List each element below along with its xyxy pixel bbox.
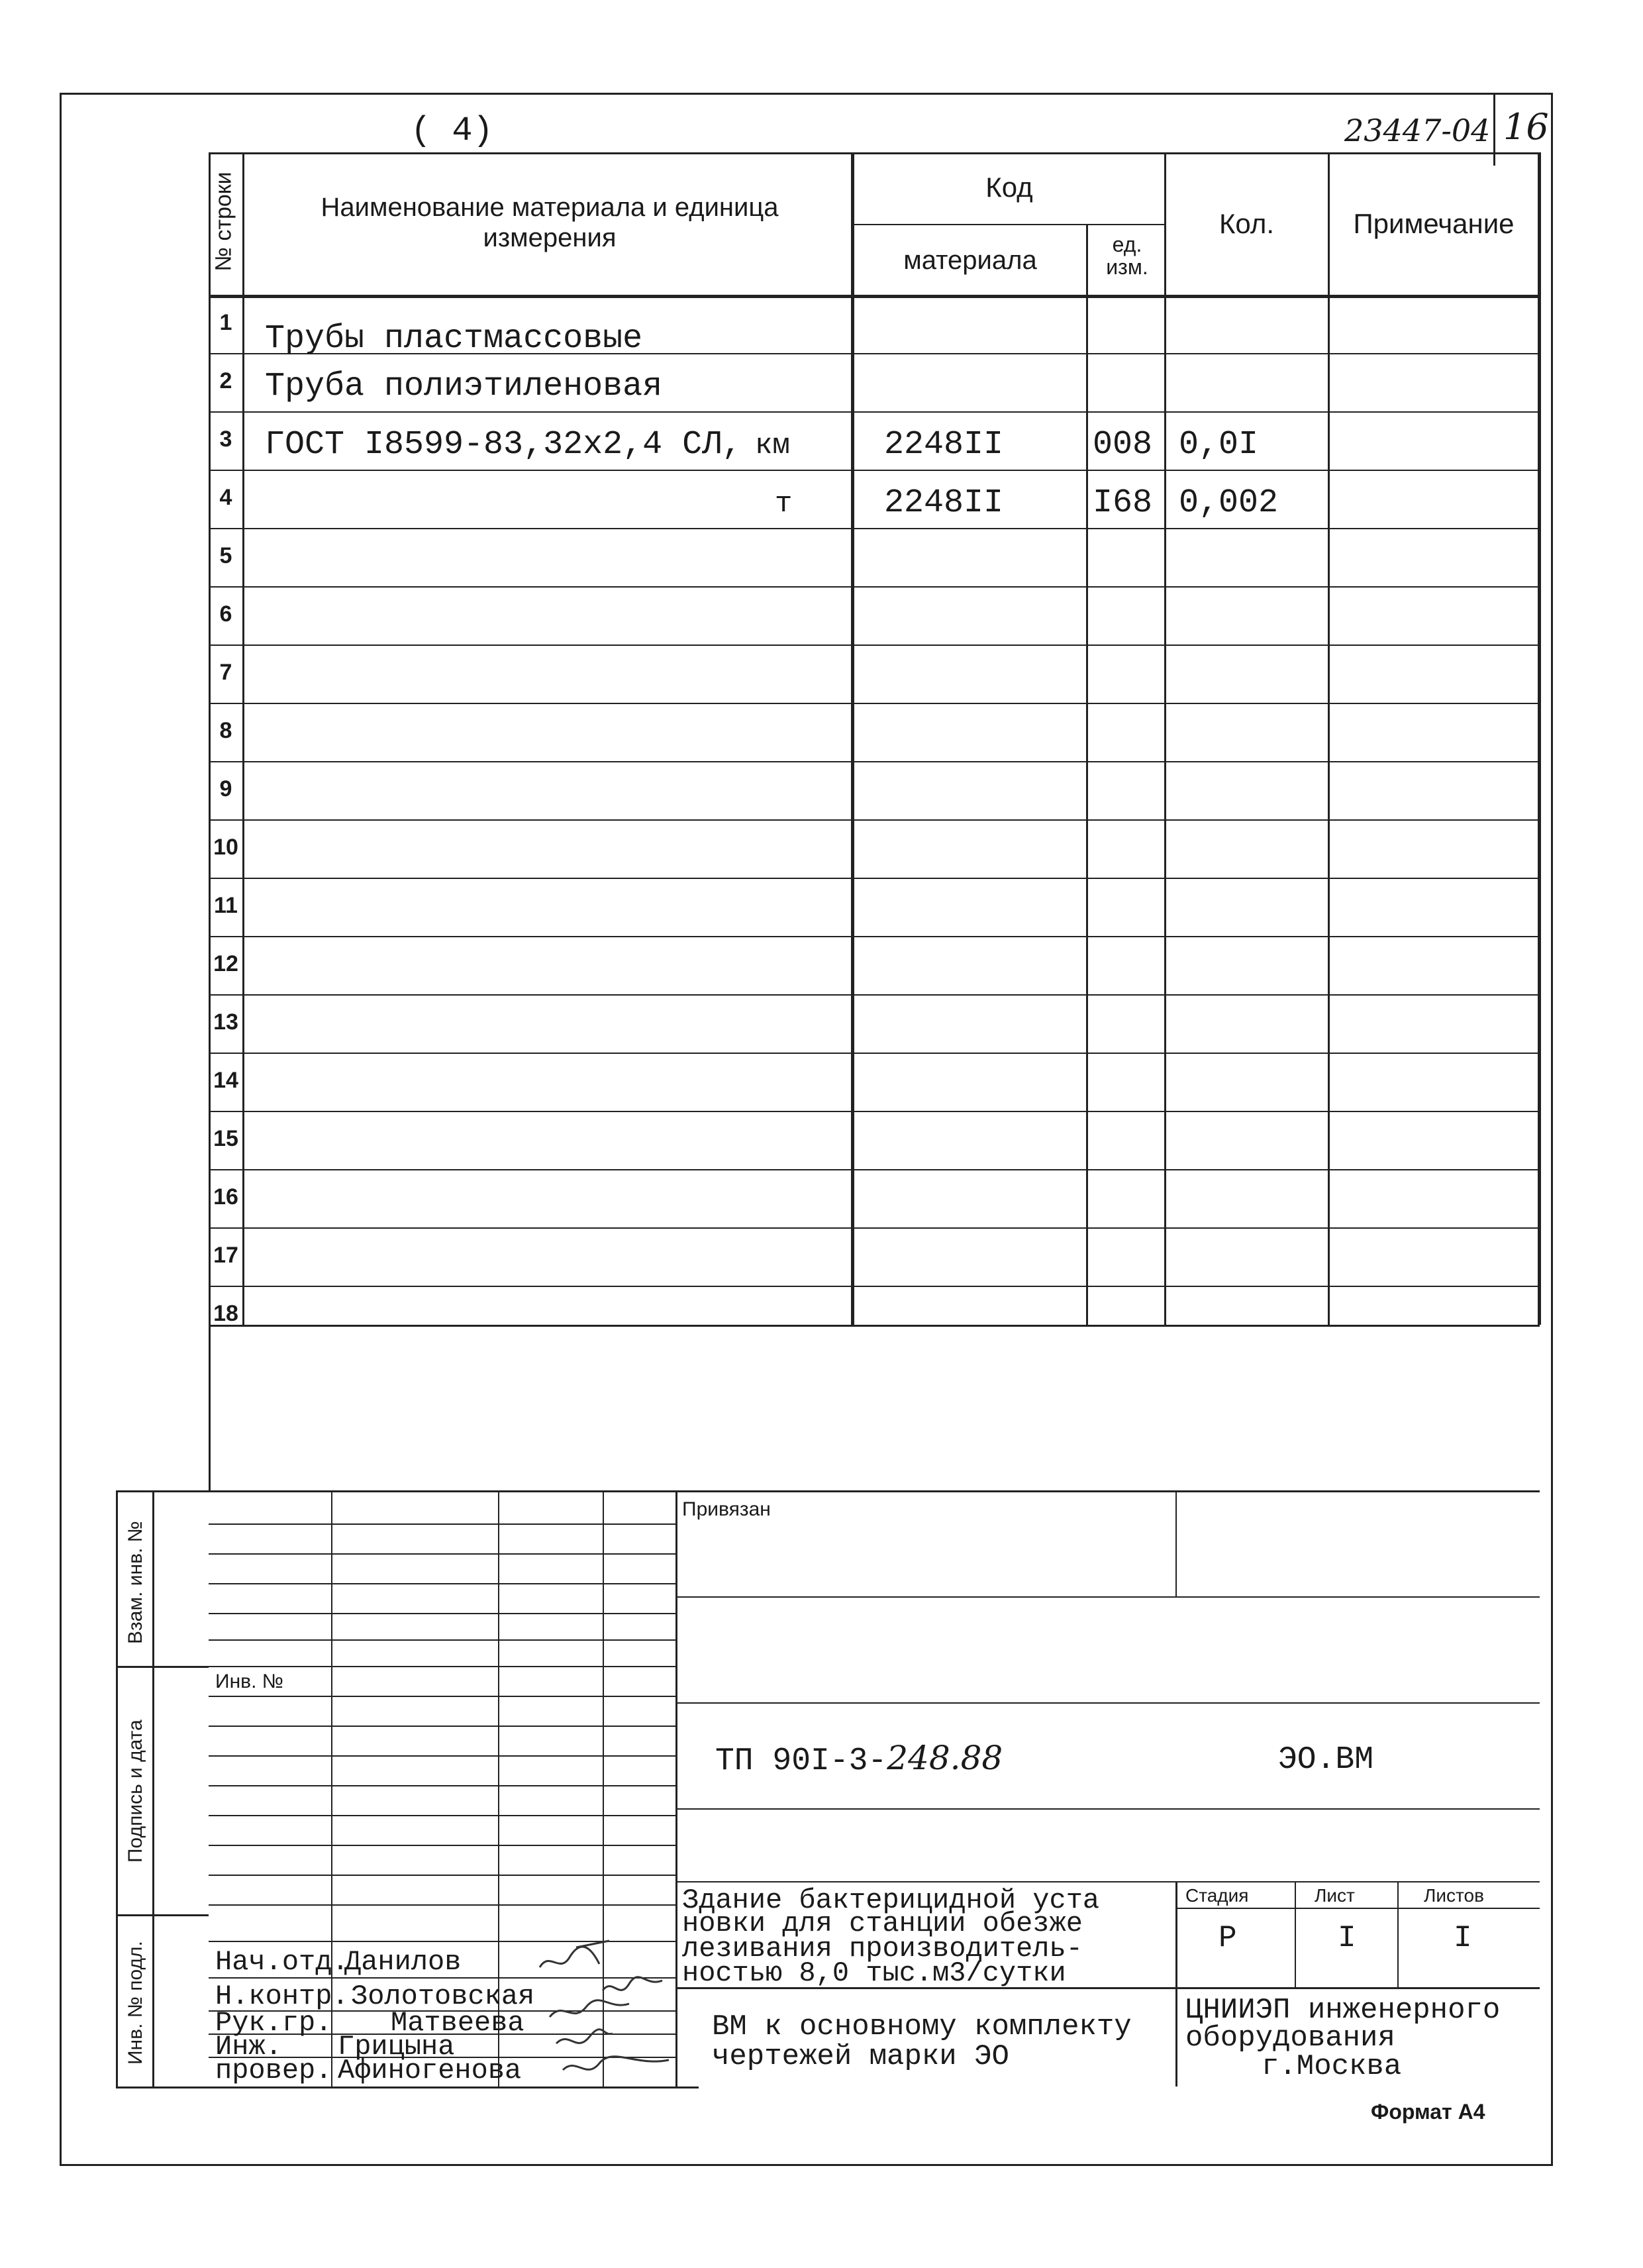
row-number: 14 <box>213 1068 238 1093</box>
side-label-podpis: Подпись и дата <box>124 1720 146 1863</box>
header-code-material: материала <box>903 246 1037 275</box>
sheets-label: Листов <box>1424 1885 1484 1906</box>
doc-number: 23447-04 <box>1344 113 1491 148</box>
signer-role: Н.контр. <box>215 1981 349 2012</box>
table-cell-name: ГОСТ I8599-83,32х2,4 СЛ, <box>265 426 742 464</box>
page-label: ( 4) <box>411 111 493 150</box>
signer-name: Золотовская <box>351 1981 535 2012</box>
header-row-no: № строки <box>211 172 236 272</box>
inv-no-label: Инв. № <box>215 1671 283 1692</box>
table-cell-unit: т <box>775 488 793 521</box>
side-label-inv-podl: Инв. № подл. <box>124 1941 146 2065</box>
row-number: 17 <box>213 1243 238 1268</box>
table-cell-name: Труба полиэтиленовая <box>265 368 663 405</box>
signature-marks <box>536 1937 689 2090</box>
org-line: ЦНИИЭП инженерного <box>1185 1994 1501 2027</box>
object-name-line: ностью 8,0 тыс.м3/сутки <box>682 1957 1066 1989</box>
row-number: 8 <box>219 718 232 743</box>
format-label: Формат А4 <box>1371 2100 1485 2124</box>
row-number: 10 <box>213 835 238 860</box>
header-code-unit: ед. изм. <box>1106 232 1148 279</box>
row-number: 12 <box>213 951 238 976</box>
side-label-vzam: Взам. инв. № <box>124 1521 146 1644</box>
row-number: 16 <box>213 1184 238 1210</box>
table-cell-unit: км <box>755 429 790 462</box>
designation-prefix: ТП 90I-3- <box>715 1743 887 1779</box>
stage-value: Р <box>1219 1921 1237 1955</box>
signer-role: Нач.отд. <box>215 1946 349 1978</box>
row-number: 4 <box>219 485 232 510</box>
privyazan-label: Привязан <box>682 1498 771 1520</box>
row-number: 9 <box>219 776 232 801</box>
designation <box>715 1739 1003 1779</box>
table-cell-name: Трубы пластмассовые <box>265 320 643 358</box>
sheets-value: I <box>1454 1921 1472 1955</box>
table-cell-qty: 0,002 <box>1179 484 1279 522</box>
signer-name: Афиногенова <box>338 2055 522 2087</box>
row-number: 7 <box>219 660 232 685</box>
table-cell-unit-code: I68 <box>1093 484 1153 522</box>
table-cell-code: 2248II <box>884 484 1004 522</box>
row-number: 6 <box>219 601 232 627</box>
header-name: Наименование материала и единица измерения <box>321 193 779 252</box>
row-number: 11 <box>214 893 238 918</box>
row-number: 5 <box>219 543 232 568</box>
signer-role: Инж. <box>215 2031 282 2063</box>
designation-hand: 248.88 <box>887 1739 1003 1777</box>
table-cell-qty: 0,0I <box>1179 426 1259 464</box>
table-cell-unit-code: 008 <box>1093 426 1153 464</box>
sheet-value: I <box>1338 1921 1356 1955</box>
object-name-line: Здание бактерицидной уста <box>682 1884 1100 1916</box>
signer-name: Грицына <box>338 2031 455 2063</box>
signer-role: провер. <box>215 2055 332 2087</box>
object-name-line: новки для станции обезже <box>682 1908 1083 1939</box>
table-cell-code: 2248II <box>884 426 1004 464</box>
row-number: 13 <box>213 1009 238 1035</box>
row-number: 3 <box>219 427 232 452</box>
doc-title-line: ВМ к основному комплекту <box>712 2010 1132 2043</box>
org-line: г.Москва <box>1262 2050 1402 2083</box>
designation-suffix: ЭО.ВМ <box>1278 1742 1374 1778</box>
row-number: 2 <box>219 368 232 393</box>
row-number: 1 <box>219 310 232 335</box>
header-code: Код <box>985 172 1033 203</box>
signer-role: Рук.гр. <box>215 2007 332 2039</box>
object-name-line: лезивания производитель- <box>682 1933 1083 1965</box>
sheet-label: Лист <box>1315 1885 1355 1906</box>
signer-name: Матвеева <box>391 2007 524 2039</box>
org-line: оборудования <box>1185 2022 1395 2055</box>
row-number: 15 <box>213 1126 238 1151</box>
stage-label: Стадия <box>1185 1885 1249 1906</box>
header-qty: Кол. <box>1219 208 1275 239</box>
row-number: 18 <box>213 1301 238 1326</box>
doc-title-line: чертежей марки ЭО <box>712 2040 1009 2073</box>
sheet-number: 16 <box>1503 106 1549 148</box>
signer-name: Данилов <box>344 1946 462 1978</box>
header-note: Примечание <box>1353 208 1515 239</box>
